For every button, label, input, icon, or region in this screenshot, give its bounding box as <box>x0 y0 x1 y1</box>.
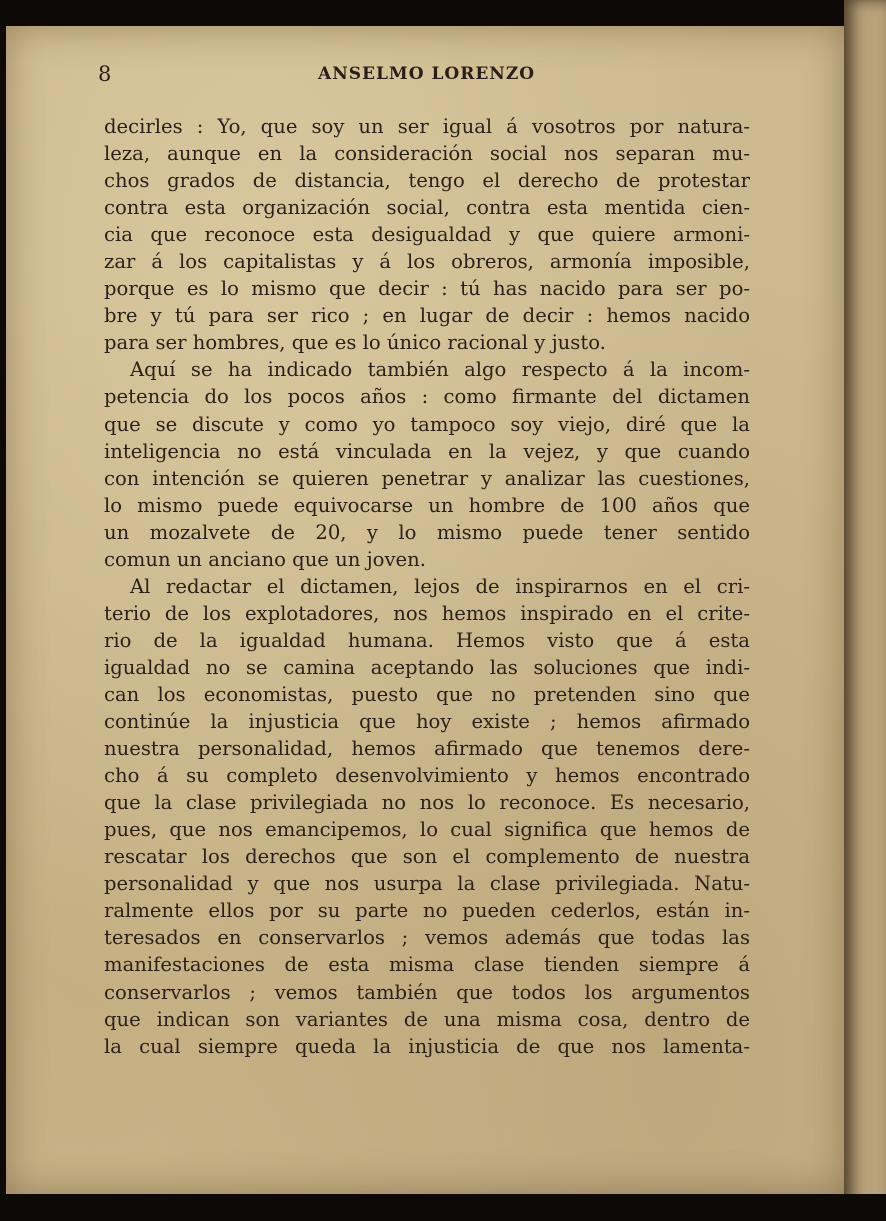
text-line: terio de los explotadores, nos hemos inspirado en el crite- <box>104 601 750 625</box>
scan-border-bottom <box>0 1194 886 1221</box>
text-line: porque es lo mismo que decir : tú has nacido para ser po- <box>104 277 750 301</box>
text-line: rio de la igualdad humana. Hemos visto que á esta <box>104 628 750 652</box>
text-line: personalidad y que nos usurpa la clase privilegiada. Natu- <box>104 872 750 896</box>
text-line: cia que reconoce esta desigualdad y que quiere armoni- <box>104 223 750 247</box>
text-line: contra esta organización social, contra esta mentida cien- <box>104 196 750 220</box>
text-line: leza, aunque en la consideración social nos separan mu- <box>104 142 750 166</box>
text-line: petencia do los pocos años : como firmante del dictamen <box>104 385 750 409</box>
text-line: Aquí se ha indicado también algo respecto á la incom- <box>130 358 750 382</box>
text-line: inteligencia no está vinculada en la vejez, y que cuando <box>104 439 750 463</box>
text-line: Al redactar el dictamen, lejos de inspirarnos en el cri- <box>130 574 750 598</box>
text-line: igualdad no se camina aceptando las soluciones que indi- <box>104 655 750 679</box>
text-line: manifestaciones de esta misma clase tienden siempre á <box>104 953 750 977</box>
text-line: lo mismo puede equivocarse un hombre de 100 años que <box>104 493 750 517</box>
text-line: decirles : Yo, que soy un ser igual á vosotros por natura- <box>104 115 750 138</box>
text-line: can los economistas, puesto que no pretenden sino que <box>104 682 750 706</box>
text-line: teresados en conservarlos ; vemos además que todas las <box>104 926 750 950</box>
text-line: nuestra personalidad, hemos afirmado que tenemos dere- <box>104 737 750 761</box>
text-line: que indican son variantes de una misma cosa, dentro de <box>104 1007 750 1031</box>
text-line: bre y tú para ser rico ; en lugar de decir : hemos nacido <box>104 304 750 328</box>
running-head: ANSELMO LORENZO <box>318 64 536 84</box>
text-line: comun un anciano que un joven. <box>104 547 426 571</box>
text-line: un mozalvete de 20, y lo mismo puede tener sentido <box>104 520 750 544</box>
adjacent-page-edge <box>844 0 886 1221</box>
text-line: conservarlos ; vemos también que todos los argumentos <box>104 980 750 1004</box>
text-line: pues, que nos emancipemos, lo cual significa que hemos de <box>104 818 750 842</box>
text-line: la cual siempre queda la injusticia de que nos lamenta- <box>104 1034 750 1058</box>
text-line: que se discute y como yo tampoco soy viejo, diré que la <box>104 412 750 436</box>
page-number: 8 <box>98 62 112 86</box>
text-line: que la clase privilegiada no nos lo reconoce. Es necesario, <box>104 791 750 815</box>
scan-border-top <box>0 0 886 26</box>
text-line: chos grados de distancia, tengo el derecho de protestar <box>104 169 750 193</box>
page-header <box>98 62 748 92</box>
text-line: rescatar los derechos que son el complemento de nuestra <box>104 845 750 869</box>
text-line: cho á su completo desenvolvimiento y hemos encontrado <box>104 764 750 788</box>
text-line: zar á los capitalistas y á los obreros, armonía imposible, <box>104 250 750 274</box>
text-line: ralmente ellos por su parte no pueden cederlos, están in- <box>104 899 750 923</box>
text-line: con intención se quieren penetrar y analizar las cuestiones, <box>104 466 750 490</box>
body-text <box>104 113 750 1060</box>
text-line: continúe la injusticia que hoy existe ; hemos afirmado <box>104 710 750 734</box>
text-line: para ser hombres, que es lo único racional y justo. <box>104 331 606 355</box>
